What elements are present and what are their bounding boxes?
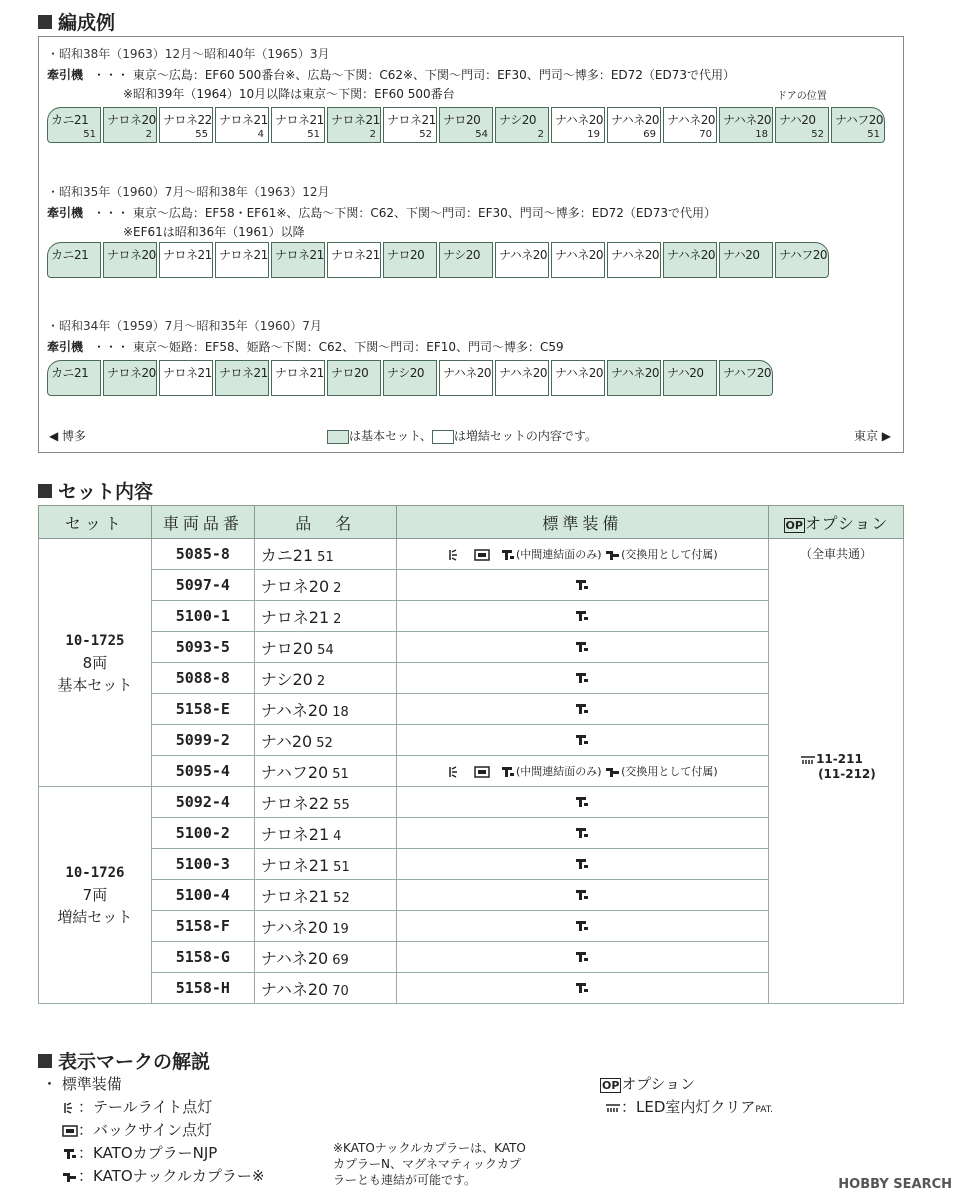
formation-block-2 bbox=[47, 183, 716, 240]
car-name: ナロネ22 bbox=[163, 113, 212, 127]
equipment-cell bbox=[396, 911, 768, 942]
tail-light-icon bbox=[62, 1101, 78, 1115]
expl-led: ：LED室内灯クリアPAT. bbox=[605, 1096, 773, 1117]
car-name: ナハネ20 bbox=[443, 366, 492, 380]
set-contents-table bbox=[38, 505, 904, 1004]
formation-block-1 bbox=[47, 45, 735, 102]
train-car bbox=[215, 107, 269, 143]
car-no: 5095-4 bbox=[151, 756, 254, 787]
car-name: カニ21 bbox=[51, 366, 89, 380]
car-name: ナロネ21 bbox=[163, 366, 212, 380]
train-car bbox=[47, 360, 101, 396]
train-formation-1 bbox=[47, 107, 887, 145]
car-name: ナロネ20 bbox=[107, 113, 156, 127]
equipment-cell bbox=[396, 663, 768, 694]
period-text: ・昭和35年（1960）7月〜昭和38年（1963）12月 bbox=[47, 185, 330, 199]
train-car bbox=[383, 107, 437, 143]
coupler-njp-icon bbox=[574, 826, 590, 840]
op-badge-icon: OP bbox=[785, 518, 803, 532]
train-car bbox=[719, 242, 773, 278]
square-bullet-icon bbox=[38, 1054, 52, 1068]
car-number: 4 bbox=[257, 129, 264, 140]
coupler-njp-icon bbox=[574, 888, 590, 902]
equipment-cell bbox=[396, 601, 768, 632]
equipment-cell bbox=[396, 880, 768, 911]
car-number: 2 bbox=[537, 129, 544, 140]
car-name: ナロネ20 2 bbox=[254, 570, 396, 601]
header-set: セット bbox=[39, 506, 152, 539]
car-name: ナハネ20 70 bbox=[254, 973, 396, 1004]
train-car bbox=[663, 242, 717, 278]
car-name: カニ21 bbox=[51, 248, 89, 262]
train-car bbox=[551, 360, 605, 396]
equipment-cell bbox=[396, 694, 768, 725]
train-car bbox=[551, 107, 605, 143]
footnote: ※KATOナックルカプラーは、KATO カプラーN、マグネマティックカプ ラーとも連結が可能です。 bbox=[333, 1141, 526, 1187]
set-cell: 10-1726 7両 増結セット bbox=[39, 787, 152, 1004]
room-light-icon bbox=[800, 753, 816, 767]
equipment-cell: (中間連結面のみ) (交換用として付属) bbox=[396, 539, 768, 570]
loco-note: ※EF61は昭和36年（1961）以降 bbox=[123, 225, 305, 239]
car-number: 69 bbox=[643, 129, 656, 140]
coupler-njp-icon bbox=[574, 578, 590, 592]
train-car bbox=[831, 107, 885, 143]
legend: は基本セット、 は増結セットの内容です。 bbox=[327, 427, 597, 444]
car-name: ナロ20 54 bbox=[254, 632, 396, 663]
knuckle-coupler-icon bbox=[605, 765, 621, 779]
equipment-cell bbox=[396, 787, 768, 818]
equipment-cell: (中間連結面のみ) (交換用として付属) bbox=[396, 756, 768, 787]
equipment-cell bbox=[396, 973, 768, 1004]
train-car bbox=[159, 107, 213, 143]
car-number: 51 bbox=[307, 129, 320, 140]
car-no: 5092-4 bbox=[151, 787, 254, 818]
loco-note: ※昭和39年（1964）10月以降は東京〜下関：EF60 500番台 bbox=[123, 87, 455, 101]
train-car bbox=[47, 107, 101, 143]
watermark: HOBBY SEARCH bbox=[838, 1177, 952, 1192]
room-light-icon bbox=[605, 1101, 621, 1115]
loco-line: 牽引機 ・・・ 東京〜広島：EF58・EF61※、広島〜下関：C62、下関〜門司：EF30、門司〜博多：ED72（ED73で代用） bbox=[47, 206, 716, 220]
expl-njp: ：KATOカプラーNJP bbox=[62, 1142, 217, 1163]
train-car bbox=[775, 242, 829, 278]
train-car bbox=[775, 107, 829, 143]
train-car bbox=[103, 360, 157, 396]
car-name: ナハネ20 69 bbox=[254, 942, 396, 973]
car-no: 5158-E bbox=[151, 694, 254, 725]
train-car bbox=[495, 360, 549, 396]
car-name: ナロネ21 bbox=[387, 113, 436, 127]
direction-tokyo: 東京 ▶ bbox=[853, 429, 891, 443]
car-number: 70 bbox=[699, 129, 712, 140]
train-car bbox=[103, 107, 157, 143]
equipment-cell bbox=[396, 942, 768, 973]
car-name: ナロネ21 52 bbox=[254, 880, 396, 911]
train-car bbox=[495, 107, 549, 143]
train-car bbox=[271, 107, 325, 143]
formation-block-3 bbox=[47, 317, 564, 355]
train-car bbox=[439, 107, 493, 143]
coupler-njp-icon bbox=[500, 765, 516, 779]
car-name: ナシ20 2 bbox=[254, 663, 396, 694]
coupler-njp-icon bbox=[574, 609, 590, 623]
train-car bbox=[663, 360, 717, 396]
train-car bbox=[271, 360, 325, 396]
expl-knuckle: ：KATOナックルカプラー※ bbox=[62, 1165, 264, 1186]
table-row bbox=[39, 539, 904, 570]
car-number: 19 bbox=[587, 129, 600, 140]
expl-standard: ・ 標準装備 bbox=[42, 1075, 122, 1093]
car-name: ナハネ20 bbox=[723, 113, 772, 127]
square-bullet-icon bbox=[38, 484, 52, 498]
car-name: ナハネ20 bbox=[555, 248, 604, 262]
car-number: 51 bbox=[83, 129, 96, 140]
car-name: ナハフ20 51 bbox=[254, 756, 396, 787]
train-car bbox=[663, 107, 717, 143]
car-name: ナロネ21 bbox=[275, 113, 324, 127]
car-name: ナシ20 bbox=[387, 366, 425, 380]
tail-light-icon bbox=[447, 765, 463, 779]
car-name: ナロネ21 bbox=[219, 366, 268, 380]
section-marks-title: 表示マークの解説 bbox=[38, 1047, 210, 1074]
option-cell: （全車共通） 11-211 (11-212) bbox=[769, 539, 904, 1004]
train-car bbox=[103, 242, 157, 278]
car-name: ナハネ20 bbox=[555, 113, 604, 127]
coupler-njp-icon bbox=[500, 548, 516, 562]
car-name: ナロネ21 bbox=[275, 366, 324, 380]
car-name: ナロネ21 bbox=[219, 113, 268, 127]
door-position-label: ドアの位置 bbox=[777, 91, 827, 102]
header-equipment: 標準装備 bbox=[396, 506, 768, 539]
train-car bbox=[719, 360, 773, 396]
car-name: ナハネ20 bbox=[611, 113, 660, 127]
car-no: 5100-1 bbox=[151, 601, 254, 632]
loco-line: 牽引機 ・・・ 東京〜姫路：EF58、姫路〜下関：C62、下関〜門司：EF10、門司〜博多：C59 bbox=[47, 340, 564, 354]
train-car bbox=[47, 242, 101, 278]
car-name: ナロネ21 2 bbox=[254, 601, 396, 632]
train-car bbox=[327, 242, 381, 278]
car-name: ナシ20 bbox=[443, 248, 481, 262]
car-name: ナハ20 bbox=[779, 113, 816, 127]
car-number: 52 bbox=[811, 129, 824, 140]
car-name: ナロネ21 bbox=[275, 248, 324, 262]
car-name: ナハフ20 bbox=[835, 113, 884, 127]
equipment-cell bbox=[396, 818, 768, 849]
knuckle-coupler-icon bbox=[62, 1170, 78, 1184]
car-name: ナハ20 bbox=[723, 248, 760, 262]
car-name: ナロネ22 55 bbox=[254, 787, 396, 818]
train-car bbox=[215, 360, 269, 396]
coupler-njp-icon bbox=[574, 733, 590, 747]
car-no: 5158-F bbox=[151, 911, 254, 942]
train-car bbox=[383, 360, 437, 396]
equipment-cell bbox=[396, 725, 768, 756]
loco-line: 牽引機 ・・・ 東京〜広島：EF60 500番台※、広島〜下関：C62※、下関〜門司：EF30、門司〜博多：ED72（ED73で代用） bbox=[47, 68, 736, 82]
car-name: ナロネ21 bbox=[219, 248, 268, 262]
car-name: ナロネ21 4 bbox=[254, 818, 396, 849]
car-name: ナハネ20 bbox=[667, 248, 716, 262]
car-no: 5093-5 bbox=[151, 632, 254, 663]
car-no: 5158-H bbox=[151, 973, 254, 1004]
car-name: ナロネ20 bbox=[107, 248, 156, 262]
train-car bbox=[551, 242, 605, 278]
train-formation-2 bbox=[47, 242, 831, 280]
section-set-contents-title: セット内容 bbox=[38, 477, 153, 504]
train-car bbox=[271, 242, 325, 278]
car-no: 5100-3 bbox=[151, 849, 254, 880]
coupler-njp-icon bbox=[574, 950, 590, 964]
train-car bbox=[327, 360, 381, 396]
back-sign-icon bbox=[474, 765, 490, 779]
car-name: ナハ20 52 bbox=[254, 725, 396, 756]
car-name: カニ21 bbox=[51, 113, 89, 127]
knuckle-coupler-icon bbox=[605, 548, 621, 562]
car-name: ナハネ20 bbox=[555, 366, 604, 380]
tail-light-icon bbox=[447, 548, 463, 562]
legend-basic-swatch bbox=[327, 430, 349, 444]
op-badge-icon: OP bbox=[602, 1079, 620, 1092]
car-no: 5097-4 bbox=[151, 570, 254, 601]
car-number: 54 bbox=[475, 129, 488, 140]
car-number: 52 bbox=[419, 129, 432, 140]
train-car bbox=[159, 360, 213, 396]
expl-option: OP オプション bbox=[602, 1075, 696, 1093]
car-name: ナロ20 bbox=[387, 248, 425, 262]
header-name: 品 名 bbox=[254, 506, 396, 539]
car-name: ナロ20 bbox=[331, 366, 369, 380]
car-name: ナロネ21 51 bbox=[254, 849, 396, 880]
car-number: 55 bbox=[195, 129, 208, 140]
train-car bbox=[607, 107, 661, 143]
car-no: 5100-4 bbox=[151, 880, 254, 911]
train-formation-3 bbox=[47, 360, 775, 398]
train-car bbox=[383, 242, 437, 278]
car-name: ナハネ20 18 bbox=[254, 694, 396, 725]
car-name: ナシ20 bbox=[499, 113, 537, 127]
car-name: ナロ20 bbox=[443, 113, 481, 127]
coupler-njp-icon bbox=[62, 1147, 78, 1161]
train-car bbox=[439, 242, 493, 278]
header-car-no: 車両品番 bbox=[151, 506, 254, 539]
period-text: ・昭和34年（1959）7月〜昭和35年（1960）7月 bbox=[47, 319, 322, 333]
train-car bbox=[159, 242, 213, 278]
period-text: ・昭和38年（1963）12月〜昭和40年（1965）3月 bbox=[47, 47, 330, 61]
equipment-cell bbox=[396, 849, 768, 880]
car-name: ナロネ21 bbox=[331, 113, 380, 127]
equipment-cell bbox=[396, 570, 768, 601]
car-name: ナハフ20 bbox=[779, 248, 828, 262]
train-car bbox=[607, 360, 661, 396]
legend-ext-swatch bbox=[432, 430, 454, 444]
car-no: 5085-8 bbox=[151, 539, 254, 570]
car-no: 5099-2 bbox=[151, 725, 254, 756]
car-number: 18 bbox=[755, 129, 768, 140]
square-bullet-icon bbox=[38, 15, 52, 29]
coupler-njp-icon bbox=[574, 981, 590, 995]
back-sign-icon bbox=[62, 1124, 78, 1138]
coupler-njp-icon bbox=[574, 640, 590, 654]
car-name: ナハネ20 19 bbox=[254, 911, 396, 942]
car-no: 5100-2 bbox=[151, 818, 254, 849]
car-name: ナハネ20 bbox=[611, 366, 660, 380]
equipment-cell bbox=[396, 632, 768, 663]
car-name: ナロネ20 bbox=[107, 366, 156, 380]
direction-hakata: ◀ 博多 bbox=[49, 429, 87, 443]
formation-box bbox=[38, 36, 904, 453]
train-car bbox=[607, 242, 661, 278]
coupler-njp-icon bbox=[574, 857, 590, 871]
car-name: ナハ20 bbox=[667, 366, 704, 380]
expl-back: ：バックサイン点灯 bbox=[62, 1119, 212, 1140]
expl-tail: ：テールライト点灯 bbox=[62, 1096, 212, 1117]
car-name: ナハネ20 bbox=[499, 366, 548, 380]
coupler-njp-icon bbox=[574, 702, 590, 716]
car-name: ナロネ21 bbox=[331, 248, 380, 262]
header-option: OP オプション bbox=[769, 506, 904, 539]
train-car bbox=[495, 242, 549, 278]
coupler-njp-icon bbox=[574, 919, 590, 933]
coupler-njp-icon bbox=[574, 671, 590, 685]
train-car bbox=[327, 107, 381, 143]
car-name: ナハフ20 bbox=[723, 366, 772, 380]
train-car bbox=[215, 242, 269, 278]
car-no: 5158-G bbox=[151, 942, 254, 973]
train-car bbox=[439, 360, 493, 396]
car-name: カニ21 51 bbox=[254, 539, 396, 570]
coupler-njp-icon bbox=[574, 795, 590, 809]
car-name: ナロネ21 bbox=[163, 248, 212, 262]
car-number: 2 bbox=[145, 129, 152, 140]
car-no: 5088-8 bbox=[151, 663, 254, 694]
back-sign-icon bbox=[474, 548, 490, 562]
section-formation-title: 編成例 bbox=[38, 8, 115, 35]
car-number: 2 bbox=[369, 129, 376, 140]
car-name: ナハネ20 bbox=[499, 248, 548, 262]
train-car bbox=[719, 107, 773, 143]
car-name: ナハネ20 bbox=[611, 248, 660, 262]
car-name: ナハネ20 bbox=[667, 113, 716, 127]
set-cell: 10-1725 8両 基本セット bbox=[39, 539, 152, 787]
car-number: 51 bbox=[867, 129, 880, 140]
